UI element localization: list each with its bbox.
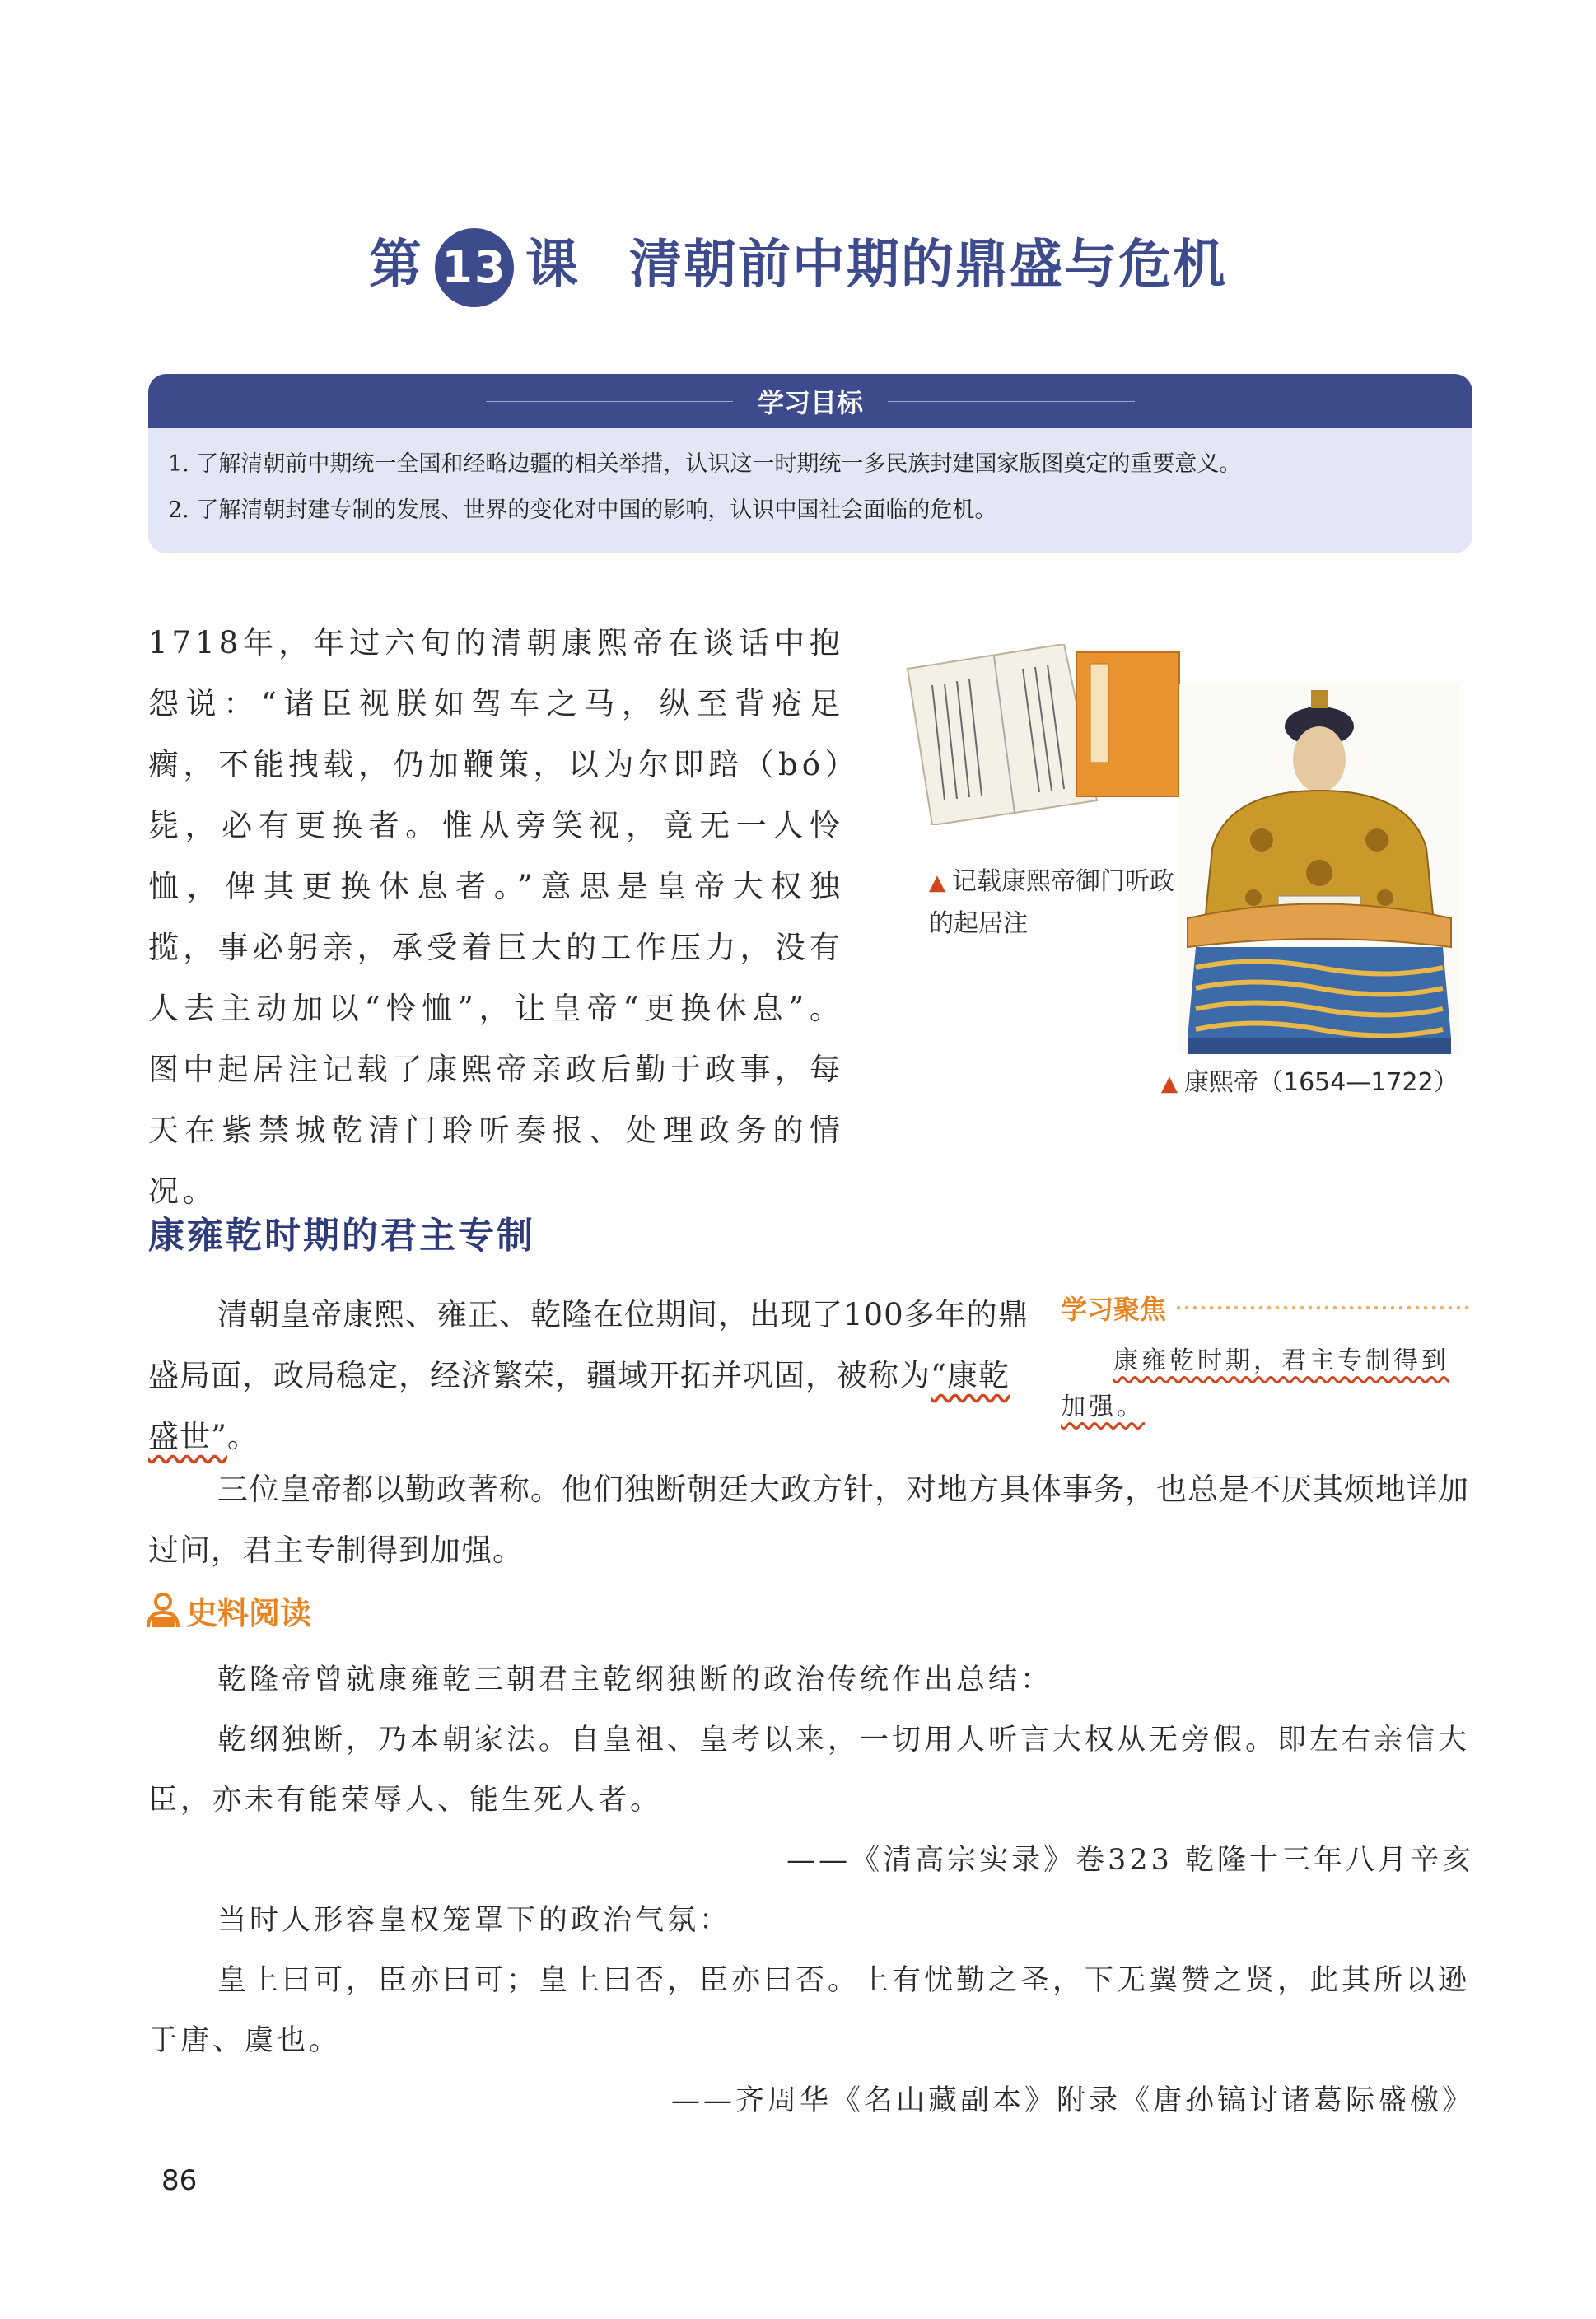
lesson-number-badge: 13 <box>435 228 514 307</box>
source-reading-heading: 史料阅读 <box>145 1588 311 1633</box>
triangle-marker-icon: ▲ <box>929 870 945 895</box>
objective-item: 1. 了解清朝前中期统一全国和经略边疆的相关举措，认识这一时期统一多民族封建国家版图奠定的重要意义。 <box>168 451 1242 477</box>
lesson-name: 清朝前中期的鼎盛与危机 <box>629 235 1227 296</box>
reading-citation-2: ——齐周华《名山藏副本》附录《唐孙镐讨诸葛际盛檄》 <box>670 2084 1474 2117</box>
body-paragraph-2: 三位皇帝都以勤政著称。他们独断朝廷大政方针，对地方具体事务，也总是不厌其烦地详加过问，君主专制得到加强。 <box>148 1472 1469 1568</box>
kangxi-portrait-image <box>1179 684 1459 1054</box>
page-number: 86 <box>161 2164 198 2197</box>
focus-text: 康雍乾时期，君主专制得到加强。 <box>1061 1346 1449 1421</box>
reading-quote-2: 皇上曰可，臣亦曰可；皇上曰否，臣亦曰否。上有忧勤之圣，下无翼赞之贤，此其所以逊于唐、虞也。 <box>148 1964 1471 2057</box>
key-term-highlight: “康乾盛世” <box>148 1358 1010 1454</box>
learning-objectives-box <box>148 374 1472 553</box>
reading-lead-1: 乾隆帝曾就康雍乾三朝君主乾纲独断的政治传统作出总结： <box>217 1663 1053 1696</box>
body-paragraph-1: 清朝皇帝康熙、雍正、乾隆在位期间，出现了100多年的鼎盛局面，政局稳定，经济繁荣，疆域开拓并巩固，被称为“康乾盛世”。 <box>148 1297 1029 1454</box>
focus-heading: 学习聚焦 <box>1061 1289 1472 1327</box>
kangxi-caption: ▲ 康熙帝（1654—1722） <box>1161 1068 1458 1097</box>
objective-item: 2. 了解清朝封建专制的发展、世界的变化对中国的影响，认识中国社会面临的危机。 <box>168 497 997 523</box>
reading-citation-1: ——《清高宗实录》卷323 乾隆十三年八月辛亥 <box>786 1844 1474 1877</box>
section-heading: 康雍乾时期的君主专制 <box>148 1215 535 1257</box>
record-caption: ▲ 记载康熙帝御门听政的起居注 <box>929 867 1174 938</box>
learning-focus-sidebar <box>1061 1289 1472 1430</box>
reading-lead-2: 当时人形容皇权笼罩下的政治气氛： <box>217 1904 732 1937</box>
lesson-title: 第 13 课 清朝前中期的鼎盛与危机 <box>0 222 1596 307</box>
imperial-diary-image <box>899 644 1188 825</box>
reading-quote-1: 乾纲独断，乃本朝家法。自皇祖、皇考以来，一切用人听言大权从无旁假。即左右亲信大臣，亦未有能荣辱人、能生死人者。 <box>148 1724 1471 1817</box>
triangle-marker-icon: ▲ <box>1161 1071 1178 1096</box>
objectives-heading: 学习目标 <box>148 374 1472 428</box>
reader-icon <box>145 1591 181 1631</box>
intro-paragraph: 1718年，年过六旬的清朝康熙帝在谈话中抱怨说：“诸臣视朕如驾车之马，纵至背疮足瘸，不能拽载，仍加鞭策，以为尔即踣（bó）毙，必有更换者。惟从旁笑视，竟无一人怜恤，俾其更换休息者。”意思是皇帝大权独揽，事必躬亲，承受着巨大的工作压力，没有人去主动加以“怜恤”，让皇帝“更换休息”。图中起居注记载了康熙帝亲政后勤于政事，每天在紫禁城乾清门聆听奏报、处理政务的情况。 <box>148 625 844 1209</box>
